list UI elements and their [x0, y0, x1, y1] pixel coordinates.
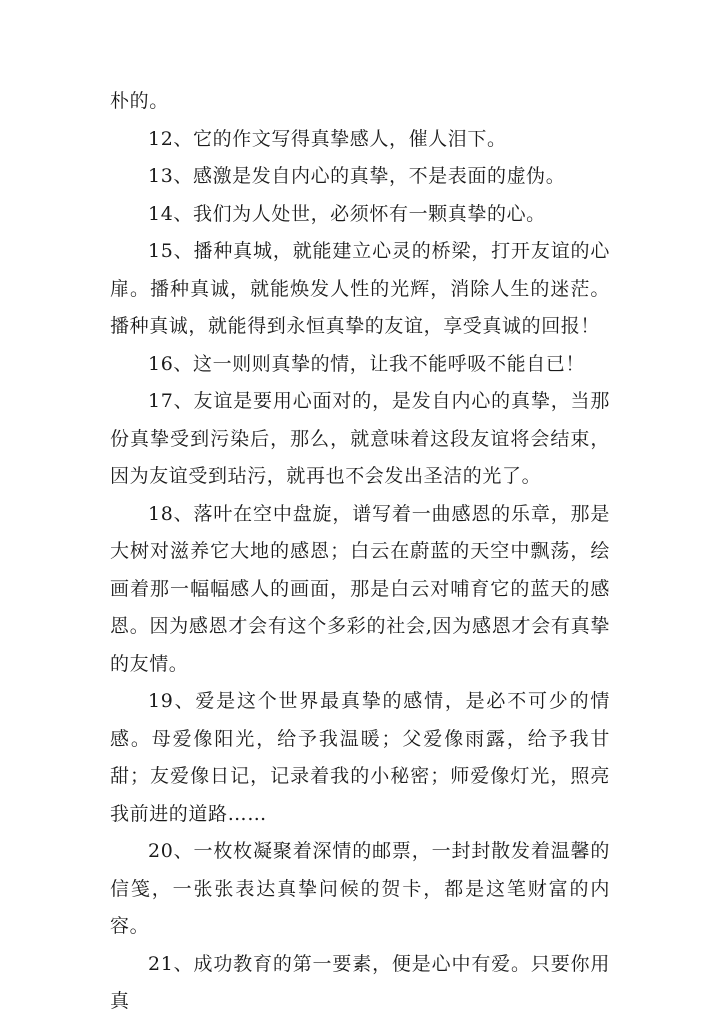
paragraph-15: 15、播种真城，就能建立心灵的桥梁，打开友谊的心扉。播种真诚，就能焕发人性的光辉，消除人生的迷茫。播种真诚，就能得到永恒真挚的友谊，享受真诚的回报！	[110, 240, 610, 337]
paragraph-17: 17、友谊是要用心面对的，是发自内心的真挚，当那份真挚受到污染后，那么，就意味着这段友谊将会结束，因为友谊受到玷污，就再也不会发出圣洁的光了。	[110, 390, 610, 487]
paragraph-19: 19、爱是这个世界最真挚的感情，是必不可少的情感。母爱像阳光，给予我温暖；父爱像雨露，给予我甘甜；友爱像日记，记录着我的小秘密；师爱像灯光，照亮我前进的道路……	[110, 690, 610, 825]
paragraph-18: 18、落叶在空中盘旋，谱写着一曲感恩的乐章，那是大树对滋养它大地的感恩；白云在蔚蓝的天空中飘荡，绘画着那一幅幅感人的画面，那是白云对哺育它的蓝天的感恩。因为感恩才会有这个多彩的社会,因为感恩才会有真挚的友情。	[110, 502, 610, 675]
paragraph-13: 13、感激是发自内心的真挚，不是表面的虚伪。	[148, 165, 566, 187]
document-body	[110, 83, 610, 1021]
paragraph-21: 21、成功教育的第一要素，便是心中有爱。只要你用真	[110, 952, 610, 1012]
paragraph-20: 20、一枚枚凝聚着深情的邮票，一封封散发着温馨的信笺，一张张表达真挚问候的贺卡，都是这笔财富的内容。	[110, 840, 610, 937]
paragraph-continuation: 朴的。	[110, 90, 169, 112]
paragraph-16: 16、这一则则真挚的情，让我不能呼吸不能自已！	[148, 352, 585, 375]
paragraph-12: 12、它的作文写得真挚感人，催人泪下。	[148, 127, 507, 150]
paragraph-14: 14、我们为人处世，必须怀有一颗真挚的心。	[148, 202, 546, 225]
